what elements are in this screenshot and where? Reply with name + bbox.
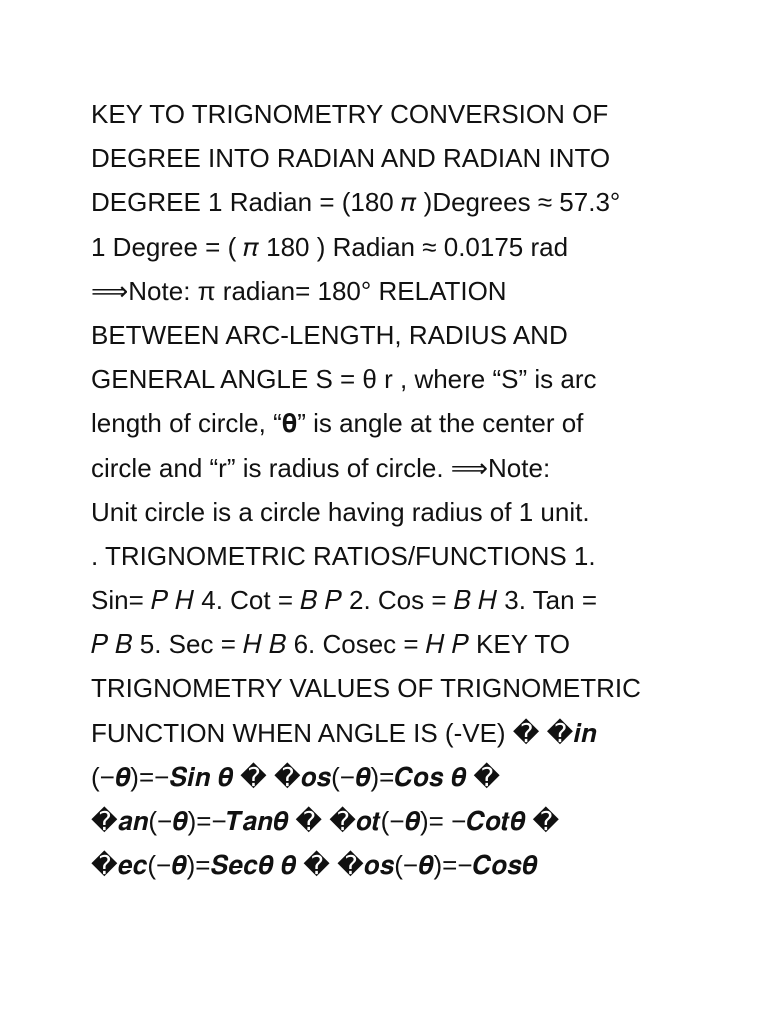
text-line-14: TRIGNOMETRY VALUES OF TRIGNOMETRIC — [91, 673, 641, 704]
text-line-8: length of circle, “𝛉” is angle at the center of — [91, 408, 584, 439]
text-line-13: 𝑃 𝐵 5. Sec = 𝐻 𝐵 6. Cosec = 𝐻 𝑃 KEY TO — [91, 629, 570, 660]
text-line-11: . TRIGNOMETRIC RATIOS/FUNCTIONS 1. — [91, 540, 596, 571]
text-line-10: Unit circle is a circle having radius of 1 unit. — [91, 496, 590, 527]
document-body — [91, 92, 691, 887]
text-line-16: (−𝜽)=−𝑺𝒊𝒏 𝜽 � �𝒐𝒔(−𝜽)=𝑪𝒐𝒔 𝜽 � — [91, 761, 501, 792]
text-line-4: 1 Degree = ( 𝜋 180 ) Radian ≈ 0.0175 rad — [91, 231, 569, 262]
text-line-7: GENERAL ANGLE S = θ r , where “S” is arc — [91, 364, 597, 395]
text-line-9: circle and “r” is radius of circle. ⟹Note: — [91, 452, 551, 483]
text-line-6: BETWEEN ARC-LENGTH, RADIUS AND — [91, 319, 568, 350]
text-line-12: Sin= 𝑃 𝐻 4. Cot = 𝐵 𝑃 2. Cos = 𝐵 𝐻 3. Tan = — [91, 585, 597, 616]
text-line-18: �𝒆𝒄(−𝜽)=𝑺𝒆𝒄𝜽 𝜽 � �𝒐𝒔(−𝜽)=−𝑪𝒐𝒔𝜽 — [91, 850, 538, 881]
text-line-1: KEY TO TRIGNOMETRY CONVERSION OF — [91, 99, 609, 129]
text-line-15: FUNCTION WHEN ANGLE IS (-VE) � �𝒊𝒏 — [91, 717, 597, 748]
text-line-17: �𝒂𝒏(−𝜽)=−𝑻𝒂𝒏𝜽 � �𝒐𝒕(−𝜽)= −𝑪𝒐𝒕𝜽 � — [91, 806, 560, 836]
text-line-5: ⟹Note: π radian= 180° RELATION — [91, 275, 507, 306]
text-line-3: DEGREE 1 Radian = (180 𝜋 )Degrees ≈ 57.3° — [91, 187, 621, 218]
text-line-2: DEGREE INTO RADIAN AND RADIAN INTO — [91, 143, 611, 174]
